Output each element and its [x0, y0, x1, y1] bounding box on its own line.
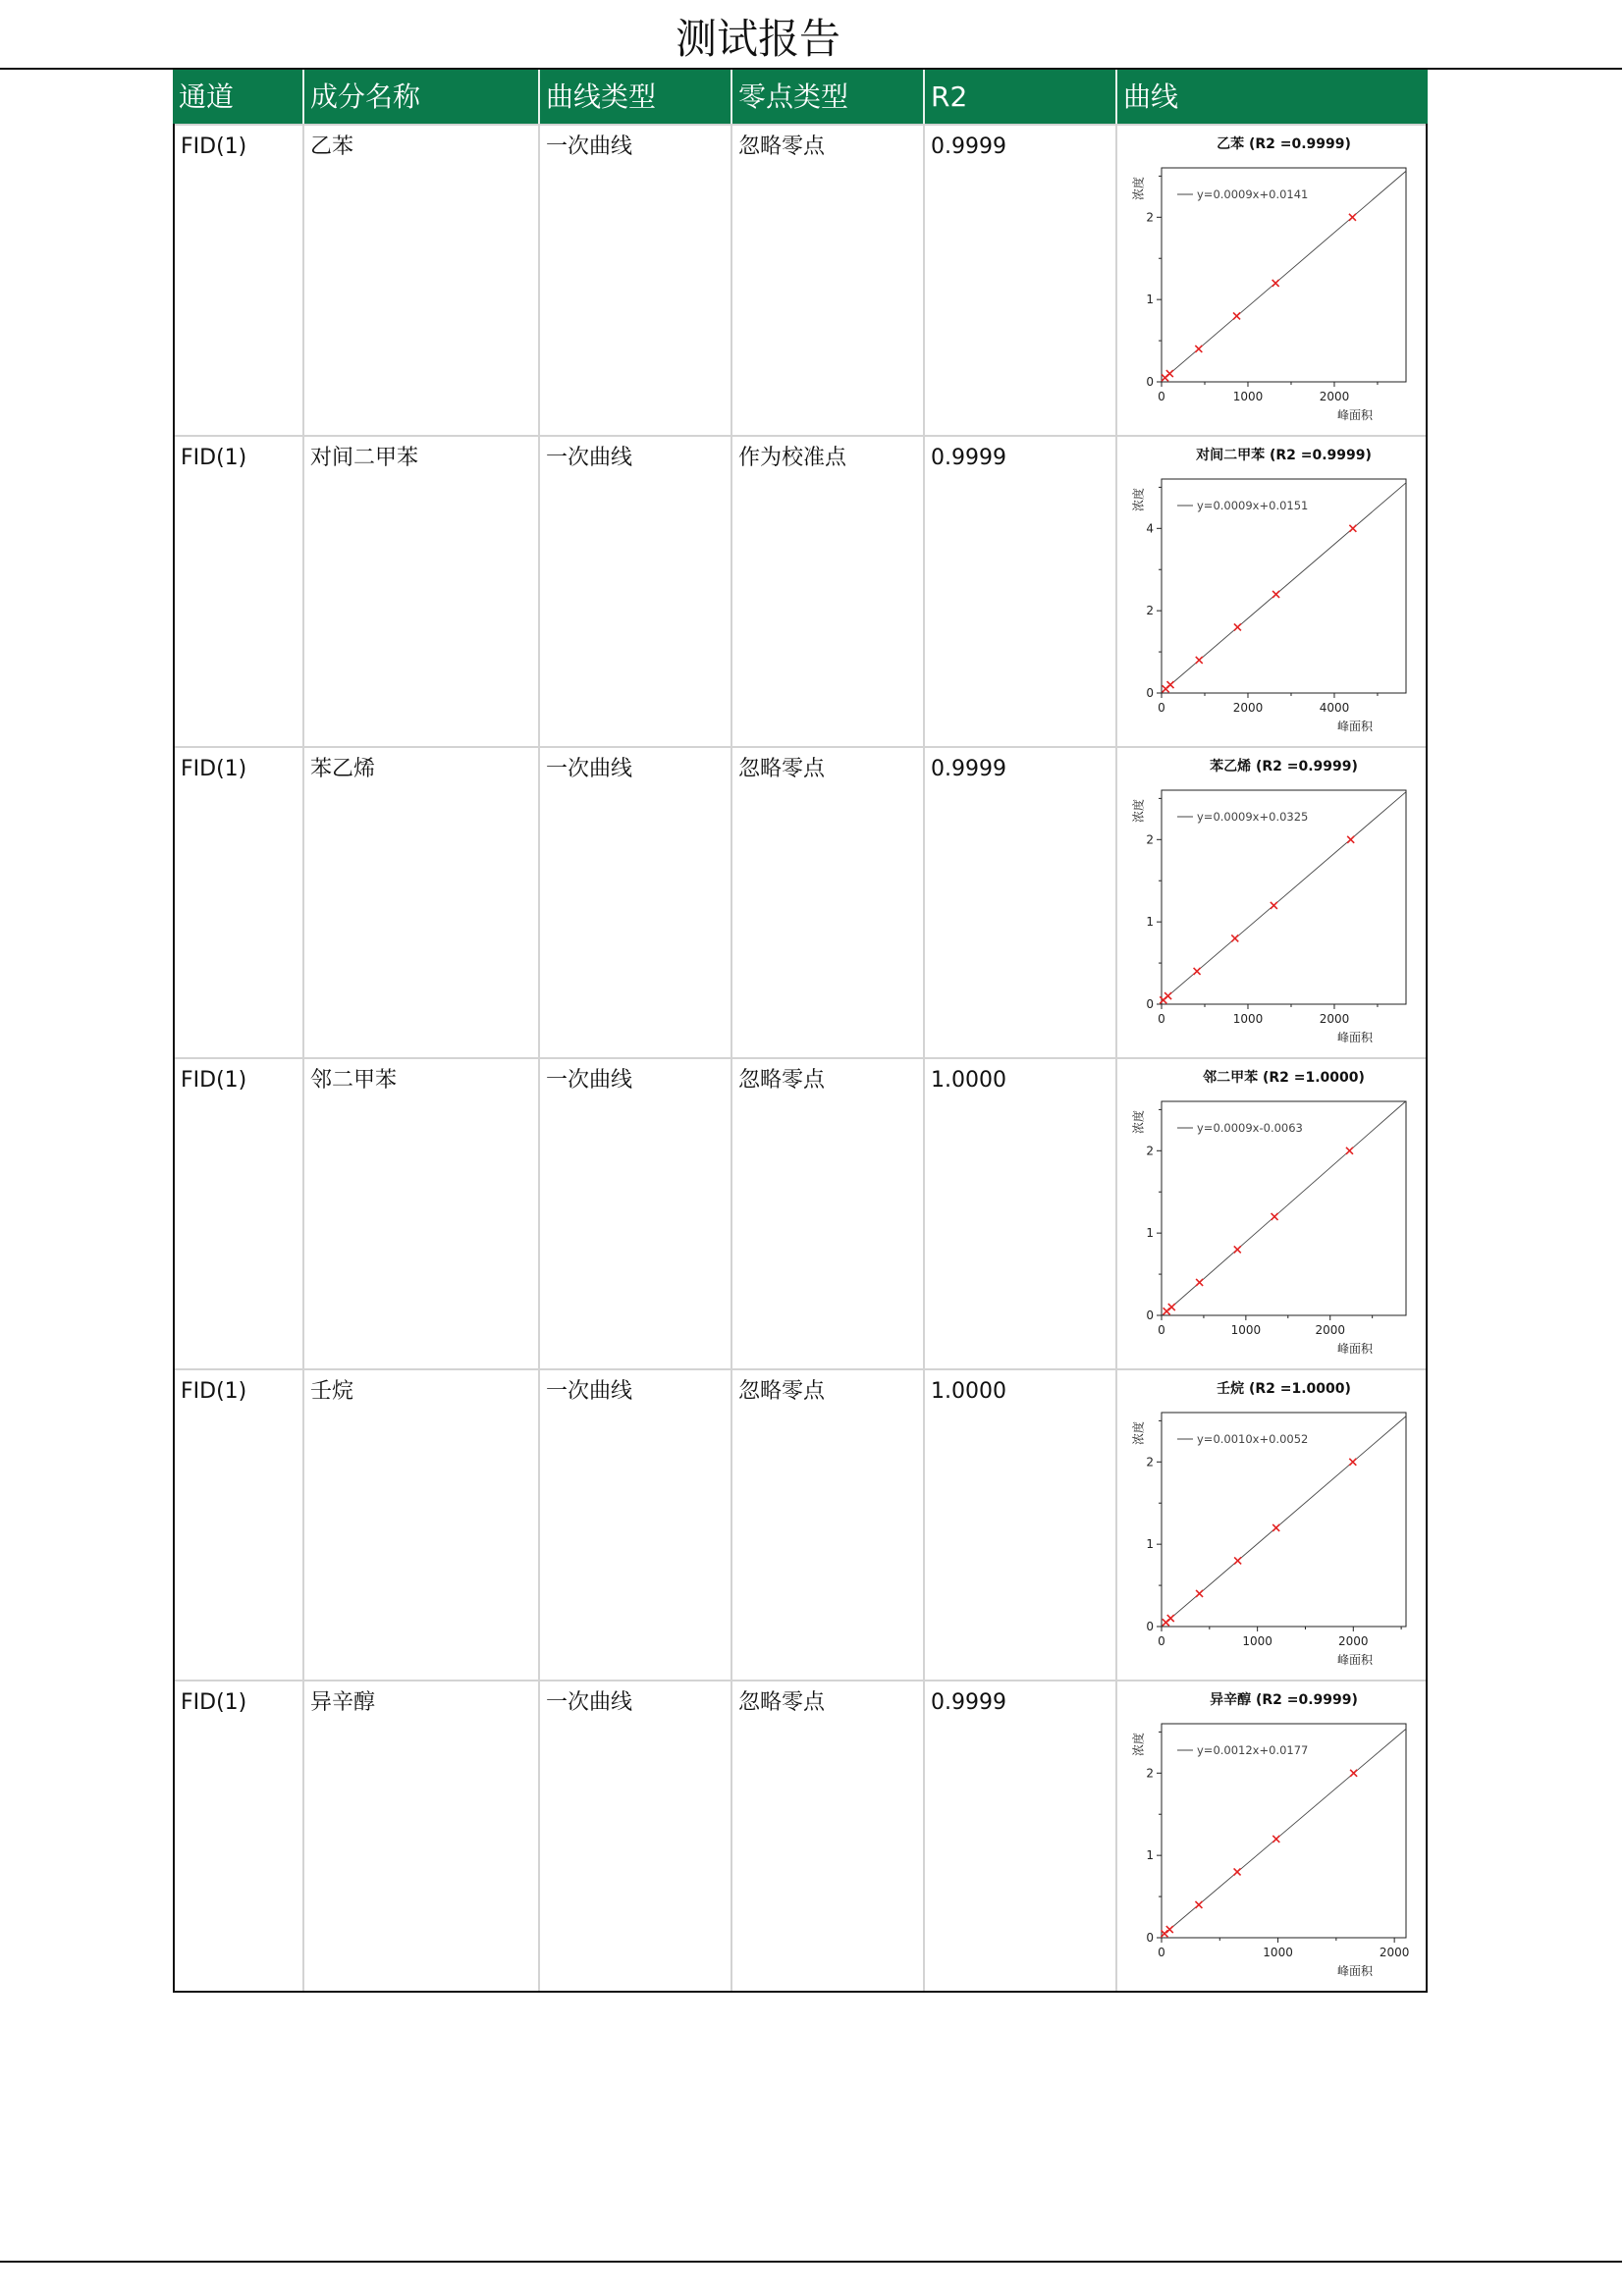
y-axis-label: 浓度: [1131, 1732, 1146, 1757]
zero-type-cell: 作为校准点: [732, 437, 925, 746]
x-tick-label: 1000: [1242, 1634, 1272, 1648]
y-tick-label: 2: [1146, 1144, 1154, 1158]
curve-chart-cell: [1117, 437, 1426, 746]
table-row: [175, 746, 1426, 1057]
component-name-cell: 苯乙烯: [304, 748, 540, 1057]
x-tick-label: 1000: [1232, 390, 1264, 403]
y-tick-label: 0: [1146, 375, 1154, 389]
curve-type-cell: 一次曲线: [540, 1059, 732, 1368]
x-axis-label: 峰面积: [1336, 1964, 1374, 1978]
header-channel: 通道: [173, 70, 304, 124]
legend-label: y=0.0009x-0.0063: [1197, 1121, 1303, 1135]
header-curve-type: 曲线类型: [540, 70, 732, 124]
curve-chart-cell: [1117, 1370, 1426, 1680]
y-axis-label: 浓度: [1131, 1420, 1146, 1446]
zero-type-cell: 忽略零点: [732, 1370, 925, 1680]
legend-label: y=0.0012x+0.0177: [1197, 1743, 1309, 1757]
x-tick-label: 2000: [1315, 1323, 1345, 1337]
r2-cell: 0.9999: [925, 748, 1117, 1057]
table-row: [175, 1057, 1426, 1368]
chart-title: 壬烷 (R2 =1.0000): [1217, 1381, 1351, 1397]
y-tick-label: 1: [1146, 915, 1154, 930]
calibration-curve-chart: [1117, 748, 1426, 1057]
chart-title: 对间二甲苯 (R2 =0.9999): [1196, 448, 1372, 463]
channel-cell: FID(1): [175, 126, 304, 435]
y-tick-label: 4: [1146, 521, 1154, 536]
y-tick-label: 0: [1146, 1620, 1154, 1633]
y-axis-label: 浓度: [1131, 176, 1146, 201]
x-tick-label: 1000: [1263, 1946, 1293, 1959]
zero-type-cell: 忽略零点: [732, 748, 925, 1057]
y-tick-label: 1: [1146, 293, 1154, 307]
header-r2: R2: [925, 70, 1117, 124]
zero-type-cell: 忽略零点: [732, 1682, 925, 1991]
x-axis-label: 峰面积: [1336, 720, 1374, 733]
x-tick-label: 0: [1158, 1946, 1165, 1959]
r2-cell: 0.9999: [925, 126, 1117, 435]
y-tick-label: 1: [1146, 1226, 1154, 1241]
legend-label: y=0.0009x+0.0141: [1197, 187, 1309, 201]
chart-title: 异辛醇 (R2 =0.9999): [1210, 1692, 1358, 1708]
channel-cell: FID(1): [175, 748, 304, 1057]
table-row: [175, 435, 1426, 746]
channel-cell: FID(1): [175, 1682, 304, 1991]
y-tick-label: 1: [1146, 1848, 1154, 1863]
header-zero-type: 零点类型: [732, 70, 925, 124]
legend-label: y=0.0009x+0.0151: [1197, 499, 1309, 512]
curve-type-cell: 一次曲线: [540, 126, 732, 435]
y-tick-label: 2: [1146, 1455, 1154, 1469]
calibration-curve-chart: [1117, 1059, 1426, 1368]
x-tick-label: 0: [1158, 1634, 1165, 1648]
curve-chart-cell: [1117, 748, 1426, 1057]
x-tick-label: 4000: [1319, 701, 1350, 715]
y-tick-label: 2: [1146, 832, 1154, 847]
channel-cell: FID(1): [175, 1370, 304, 1680]
x-tick-label: 2000: [1319, 390, 1350, 403]
y-tick-label: 0: [1146, 1931, 1154, 1945]
x-tick-label: 0: [1158, 1012, 1165, 1026]
chart-title: 苯乙烯 (R2 =0.9999): [1210, 759, 1358, 774]
y-tick-label: 0: [1146, 1308, 1154, 1322]
y-tick-label: 2: [1146, 1766, 1154, 1781]
calibration-curve-chart: [1117, 1682, 1426, 1991]
component-name-cell: 壬烷: [304, 1370, 540, 1680]
report-title: 测试报告: [675, 15, 840, 63]
header-curve: 曲线: [1123, 80, 1179, 113]
curve-type-cell: 一次曲线: [540, 1682, 732, 1991]
y-tick-label: 0: [1146, 686, 1154, 700]
x-tick-label: 0: [1158, 390, 1165, 403]
x-tick-label: 0: [1158, 701, 1165, 715]
component-name-cell: 异辛醇: [304, 1682, 540, 1991]
x-tick-label: 2000: [1232, 701, 1264, 715]
component-name-cell: 对间二甲苯: [304, 437, 540, 746]
x-axis-label: 峰面积: [1336, 1653, 1374, 1667]
curve-type-cell: 一次曲线: [540, 437, 732, 746]
r2-cell: 0.9999: [925, 1682, 1117, 1991]
component-name-cell: 邻二甲苯: [304, 1059, 540, 1368]
x-tick-label: 2000: [1338, 1634, 1369, 1648]
r2-cell: 1.0000: [925, 1370, 1117, 1680]
y-axis-label: 浓度: [1131, 487, 1146, 512]
y-tick-label: 1: [1146, 1537, 1154, 1552]
r2-cell: 0.9999: [925, 437, 1117, 746]
x-tick-label: 1000: [1232, 1012, 1264, 1026]
y-axis-label: 浓度: [1131, 798, 1146, 824]
chart-title: 邻二甲苯 (R2 =1.0000): [1203, 1070, 1365, 1086]
legend-label: y=0.0009x+0.0325: [1197, 810, 1309, 824]
table-row: [175, 1680, 1426, 1991]
legend-label: y=0.0010x+0.0052: [1197, 1432, 1309, 1446]
x-tick-label: 2000: [1379, 1946, 1410, 1959]
channel-cell: FID(1): [175, 437, 304, 746]
curve-chart-cell: [1117, 126, 1426, 435]
x-tick-label: 1000: [1230, 1323, 1262, 1337]
zero-type-cell: 忽略零点: [732, 1059, 925, 1368]
zero-type-cell: 忽略零点: [732, 126, 925, 435]
curve-chart-cell: [1117, 1682, 1426, 1991]
curve-type-cell: 一次曲线: [540, 748, 732, 1057]
table-body: [173, 124, 1428, 1993]
y-tick-label: 2: [1146, 604, 1154, 618]
calibration-curve-chart: [1117, 1370, 1426, 1680]
chart-title: 乙苯 (R2 =0.9999): [1217, 136, 1351, 152]
y-axis-label: 浓度: [1131, 1109, 1146, 1135]
x-tick-label: 2000: [1319, 1012, 1350, 1026]
r2-cell: 1.0000: [925, 1059, 1117, 1368]
y-tick-label: 0: [1146, 997, 1154, 1011]
calibration-curve-chart: [1117, 437, 1426, 746]
curve-chart-cell: [1117, 1059, 1426, 1368]
x-tick-label: 0: [1158, 1323, 1165, 1337]
table-row: [175, 1368, 1426, 1680]
table-header: [173, 70, 1428, 124]
component-name-cell: 乙苯: [304, 126, 540, 435]
x-axis-label: 峰面积: [1336, 408, 1374, 422]
calibration-curve-chart: [1117, 126, 1426, 435]
x-axis-label: 峰面积: [1336, 1342, 1374, 1356]
table-row: [175, 124, 1426, 435]
y-tick-label: 2: [1146, 210, 1154, 225]
channel-cell: FID(1): [175, 1059, 304, 1368]
x-axis-label: 峰面积: [1336, 1031, 1374, 1044]
header-component-name: 成分名称: [304, 70, 540, 124]
curve-type-cell: 一次曲线: [540, 1370, 732, 1680]
bottom-rule: [0, 2261, 1622, 2263]
